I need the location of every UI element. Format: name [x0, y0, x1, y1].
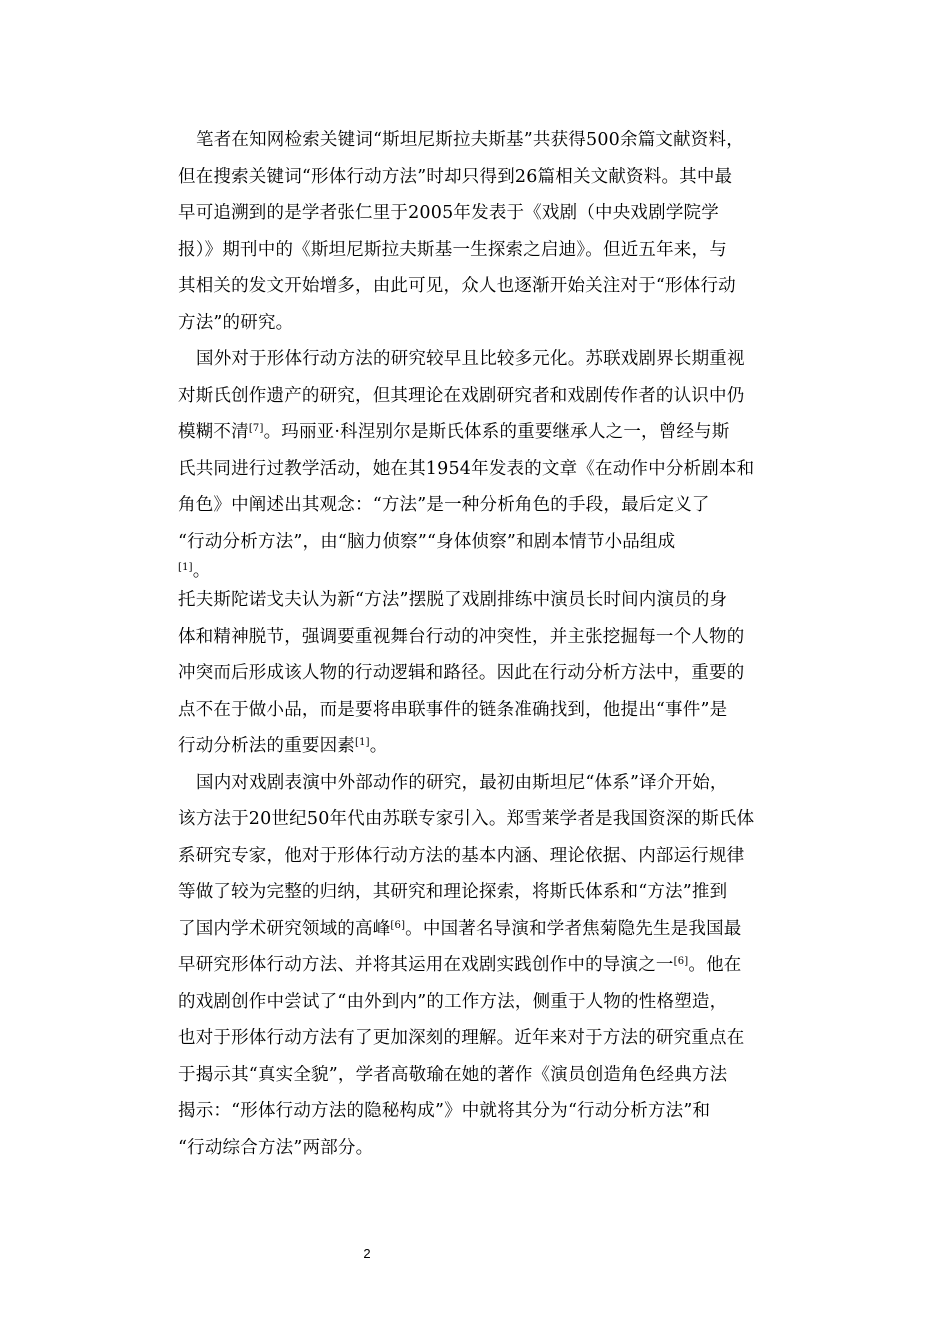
citation-ref: [6] — [390, 919, 406, 931]
line-text: “行动综合方法”两部分。 — [178, 1137, 374, 1158]
line-text: 氏共同进行过教学活动，她在其1954年发表的文章《在动作中分析剧本和 — [178, 458, 755, 479]
line-text: 模糊不清 — [178, 422, 249, 442]
text-line — [178, 655, 798, 692]
text-line — [178, 414, 798, 451]
line-text: 报）》期刊中的《斯坦尼斯拉夫斯基一生探索之启迪》。但近五年来，与 — [178, 239, 727, 260]
text-line — [178, 692, 798, 729]
text-line — [178, 159, 798, 196]
text-line — [178, 801, 798, 838]
text-line — [178, 765, 798, 802]
citation-ref: [1] — [178, 562, 193, 573]
text-line — [178, 838, 798, 875]
text-line — [178, 1093, 798, 1130]
line-text: 于揭示其“真实全貌”，学者高敬瑜在她的著作《演员创造角色经典方法 — [178, 1064, 728, 1085]
line-text-after: 。 — [369, 736, 388, 756]
text-line — [178, 984, 798, 1021]
line-text: 其相关的发文开始增多，由此可见，众人也逐渐开始关注对于“形体行动 — [178, 276, 736, 296]
citation-ref: [7] — [248, 423, 264, 434]
text-line — [178, 1130, 798, 1167]
text-line — [178, 728, 798, 765]
line-text-after: 。中国著名导演和学者焦菊隐先生是我国最 — [405, 918, 742, 939]
citation-ref: [1] — [355, 737, 370, 748]
line-text: 也对于形体行动方法有了更加深刻的理解。近年来对于方法的研究重点在 — [178, 1028, 745, 1048]
text-line — [178, 487, 798, 524]
text-line — [178, 195, 798, 232]
text-line — [178, 122, 798, 159]
text-line — [178, 619, 798, 656]
line-text: 国内对戏剧表演中外部动作的研究，最初由斯坦尼“体系”译介开始， — [196, 772, 728, 793]
citation-ref: [6] — [673, 956, 689, 967]
line-text-after: 。 — [192, 561, 211, 581]
line-text-after: 。玛丽亚·科涅别尔是斯氏体系的重要继承人之一，曾经与斯 — [263, 422, 730, 442]
line-text: 等做了较为完整的归纳，其研究和理论探索，将斯氏体系和“方法”推到 — [178, 882, 728, 902]
line-text-after: 。他在 — [688, 955, 742, 975]
text-line — [178, 911, 798, 948]
line-text: 体和精神脱节，强调要重视舞台行动的冲突性，并主张挖掘每一个人物的 — [178, 626, 745, 647]
line-text: 托夫斯陀诺戈夫认为新“方法”摆脱了戏剧排练中演员长时间内演员的身 — [178, 590, 728, 610]
text-line — [178, 1020, 798, 1057]
text-line — [178, 947, 798, 984]
line-text: 的戏剧创作中尝试了“由外到内”的工作方法，侧重于人物的性格塑造， — [178, 991, 728, 1012]
text-line — [178, 268, 798, 305]
body-text — [178, 122, 798, 1166]
line-text: 早可追溯到的是学者张仁里于2005年发表于《戏剧（中央戏剧学院学 — [178, 203, 719, 223]
text-line — [178, 1057, 798, 1094]
line-text: 对斯氏创作遗产的研究，但其理论在戏剧研究者和戏剧传作者的认识中仍 — [178, 385, 745, 406]
text-line — [178, 524, 798, 561]
line-text: 国外对于形体行动方法的研究较早且比较多元化。苏联戏剧界长期重视 — [196, 349, 745, 369]
page-number: 2 — [363, 1246, 371, 1261]
text-line — [178, 305, 798, 342]
text-line — [178, 378, 798, 415]
line-text: 冲突而后形成该人物的行动逻辑和路径。因此在行动分析方法中，重要的 — [178, 663, 745, 683]
text-line — [178, 560, 798, 582]
line-text: 揭示：“形体行动方法的隐秘构成”》中就将其分为“行动分析方法”和 — [178, 1101, 711, 1121]
text-line — [178, 874, 798, 911]
line-text: 行动分析法的重要因素 — [178, 736, 355, 756]
line-text: 该方法于20世纪50年代由苏联专家引入。郑雪莱学者是我国资深的斯氏体 — [178, 809, 755, 829]
line-text: 点不在于做小品，而是要将串联事件的链条准确找到，他提出“事件”是 — [178, 699, 728, 720]
line-text: 但在搜索关键词“形体行动方法”时却只得到26篇相关文献资料。其中最 — [178, 166, 733, 187]
line-text: 角色》中阐述出其观念：“方法”是一种分析角色的手段，最后定义了 — [178, 495, 710, 515]
line-text: 系研究专家，他对于形体行动方法的基本内涵、理论依据、内部运行规律 — [178, 845, 745, 866]
text-line — [178, 451, 798, 488]
line-text: 了国内学术研究领域的高峰 — [178, 918, 391, 939]
line-text: “行动分析方法”，由“脑力侦察”“身体侦察”和剧本情节小品组成 — [178, 531, 676, 552]
line-text: 方法”的研究。 — [178, 312, 294, 333]
line-text: 早研究形体行动方法、并将其运用在戏剧实践创作中的导演之一 — [178, 955, 674, 975]
text-line — [178, 341, 798, 378]
line-text: 笔者在知网检索关键词“斯坦尼斯拉夫斯基”共获得500余篇文献资料， — [196, 130, 744, 150]
text-line — [178, 582, 798, 619]
text-line — [178, 232, 798, 269]
